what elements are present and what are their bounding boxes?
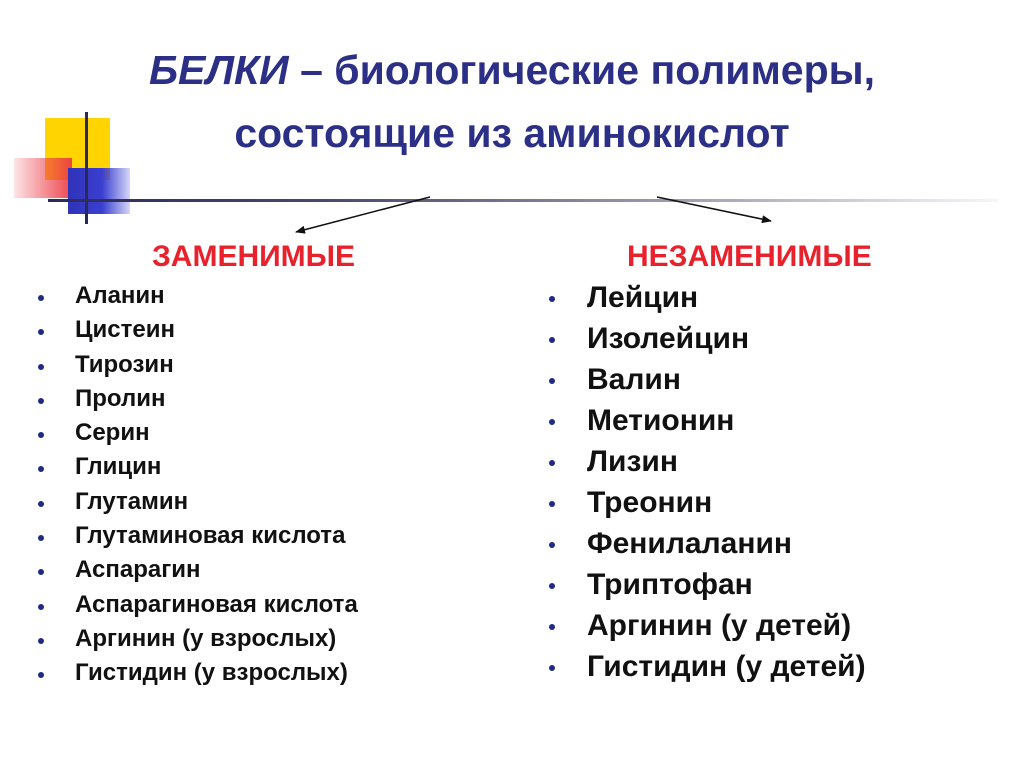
bullet-icon [549,419,555,425]
list-item [75,284,358,318]
list-item [587,652,866,693]
list-item [587,488,866,529]
list-item [75,590,358,627]
list-item-label: Лизин [587,445,678,478]
title-emphasis: БЕЛКИ [148,47,289,93]
list-item-label: Триптофан [587,568,753,601]
list-item-label: Лейцин [587,281,699,314]
list-item [75,455,358,489]
list-item-label: Аспарагин [75,556,201,584]
bullet-icon [549,624,555,630]
essential-amino-acid-list [587,283,866,693]
heading-essential: НЕЗАМЕНИМЫЕ [627,240,872,273]
list-item [75,524,358,558]
list-item [587,447,866,488]
list-item [75,318,358,352]
bullet-icon [549,501,555,507]
list-item-label: Аргинин (у детей) [587,609,852,642]
bullet-icon [38,604,44,610]
nonessential-amino-acid-list [75,284,358,696]
list-item-label: Пролин [75,384,166,412]
bullet-icon [549,583,555,589]
list-item-label: Цистеин [75,316,175,344]
bullet-icon [549,542,555,548]
list-item-label: Гистидин (у детей) [587,650,866,683]
list-item [75,421,358,455]
list-item [587,611,866,652]
list-item [75,384,358,421]
list-item-label: Фенилаланин [587,527,793,560]
bullet-icon [38,501,44,507]
list-item-label: Серин [75,419,150,447]
list-item [587,529,866,570]
list-item [75,624,358,661]
list-item [587,324,866,365]
bullet-icon [549,296,555,302]
list-item-label: Аланин [75,282,165,309]
list-item-label: Треонин [587,486,713,519]
list-item-label: Изолейцин [587,322,750,355]
bullet-icon [38,295,44,301]
bullet-icon [38,398,44,404]
arrow-left [296,197,430,232]
bullet-icon [38,638,44,644]
list-item-label: Валин [587,363,681,396]
title-rest: – биологические полимеры, [288,47,876,93]
list-item [587,570,866,611]
list-item [587,365,866,406]
bullet-icon [38,364,44,370]
bullet-icon [549,337,555,343]
list-item [75,558,358,592]
list-item-label: Аспарагиновая кислота [75,590,358,618]
arrow-right [657,197,771,221]
list-item [75,350,358,387]
list-item [587,283,866,324]
list-item-label: Аргинин (у взрослых) [75,624,337,652]
list-item-label: Глицин [75,453,162,481]
list-item [75,487,358,524]
heading-nonessential: ЗАМЕНИМЫЕ [152,240,356,273]
bullet-icon [549,378,555,384]
list-item-label: Глутаминовая кислота [75,522,346,550]
list-item-label: Тирозин [75,350,174,378]
bullet-icon [549,665,555,671]
list-item-label: Гистидин (у взрослых) [75,659,348,687]
list-item-label: Метионин [587,404,735,437]
slide-title-line2: состоящие из аминокислот [234,110,790,156]
bullet-icon [549,460,555,466]
list-item [75,661,358,695]
list-item-label: Глутамин [75,487,189,515]
list-item [587,406,866,447]
